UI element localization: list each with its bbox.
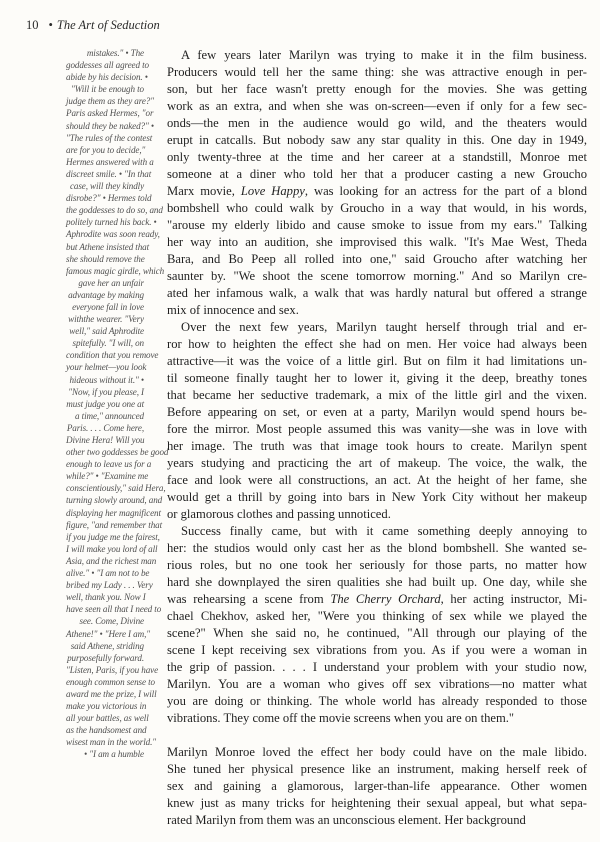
body-paragraph (167, 523, 587, 727)
body-paragraph (167, 47, 587, 319)
body-line: years studying and practicing the art of makeup. The voice, the walk, the (167, 456, 587, 470)
margin-sidebar-quote (66, 47, 169, 761)
body-line: that became her seductive trademark, a mix of the little girl and the vixen. (167, 388, 587, 402)
sidebar-line: are for you to decide," (66, 144, 146, 155)
sidebar-line: advantage by making (68, 289, 144, 300)
sidebar-line: award me the prize, I will (66, 688, 157, 699)
sidebar-line: goddesses all agreed to (66, 60, 149, 71)
sidebar-line: well," said Aphrodite (69, 326, 144, 337)
body-line: scene I kept receiving sex vibrations from you. As if you were a woman in (167, 643, 587, 657)
sidebar-line: your helmet—you look (66, 362, 147, 373)
sidebar-line: must judge you one at (66, 398, 144, 409)
work-title: The Cherry Orchard (330, 592, 441, 606)
body-line: vibrations. They come off the movie screens when you are on them." (167, 711, 515, 725)
sidebar-line: Hermes answered with a (66, 156, 154, 167)
body-paragraph (167, 744, 587, 829)
sidebar-line: • "I am a humble (84, 749, 144, 760)
header-separator: • (48, 18, 53, 32)
sidebar-line: the goddesses to do so, and (66, 205, 163, 216)
sidebar-line: condition that you remove (66, 350, 159, 361)
body-line: rated Marilyn from them was an unconscious element. Her background (167, 813, 526, 827)
sidebar-line: politely turned his back. • (66, 217, 157, 228)
paragraph-spacer (167, 727, 587, 744)
sidebar-line: Athene!" • "Here I am," (66, 628, 150, 639)
page-number: 10 (26, 18, 39, 32)
work-title: Love Happy (240, 184, 305, 198)
sidebar-line: wisest man in the world." (66, 737, 156, 748)
sidebar-line: while?" • "Examine me (66, 471, 149, 482)
main-text-column (167, 47, 587, 829)
body-line: Over the next few years, Marilyn taught herself through trial and er- (181, 320, 587, 334)
body-line: son, but her face wasn't pretty enough for the movies. She was getting (167, 82, 587, 96)
sidebar-line: said Athene, striding (70, 640, 144, 651)
body-line: scene?" When she said no, he continued, "All through our playing of the (167, 626, 587, 640)
sidebar-line: should they be naked?" • (66, 120, 154, 131)
body-line: A few years later Marilyn was trying to make it in the film business. (181, 48, 587, 62)
sidebar-line: purposefully forward. (67, 652, 144, 663)
body-line: chael Chekhov, asked her, "Were you thinking of sex while we played the (167, 609, 587, 623)
body-line: saunter by. "We shoot the scene tomorrow morning." And so Marilyn cre- (167, 269, 587, 283)
sidebar-line: "The rules of the contest (66, 132, 153, 143)
sidebar-line: everyone fall in love (72, 301, 144, 312)
sidebar-line: see. Come, Divine (79, 616, 144, 627)
body-line: the grip of passion. . . . I understand your problem with your studio now, (167, 660, 587, 674)
sidebar-line: all your battles, as well (66, 713, 149, 724)
sidebar-line: "Listen, Paris, if you have (66, 664, 159, 675)
body-line: hard she downplayed the siren qualities she had built up. One day, while she (167, 575, 587, 589)
body-line: knew just as many tricks for heightening their sexual appeal, but what sepa- (167, 796, 587, 810)
sidebar-line: other two goddesses be good (66, 447, 169, 458)
body-line: Bara, and Bo Peep all rolled into one," said Groucho after watching her (167, 252, 587, 266)
sidebar-line: Asia, and the richest man (66, 555, 157, 566)
sidebar-line: if you judge me the fairest, (66, 531, 160, 542)
body-line: her image. The truth was that image took hours to create. Marilyn spent (167, 439, 587, 453)
sidebar-line: Paris asked Hermes, "or (66, 108, 154, 119)
sidebar-line: but Athene insisted that (66, 241, 150, 252)
sidebar-line: turning slowly around, and (66, 495, 163, 506)
body-line: Marx movie, Love Happy, was looking for an actress for the part of a blond (167, 184, 587, 198)
body-line: her: the studios would only cast her as the blond bombshell. She wanted se- (167, 541, 587, 555)
sidebar-line: "Will it be enough to (71, 84, 144, 95)
body-line: someone at a diner who told her that a producer casting a new Groucho (167, 167, 587, 181)
body-line: "arouse my elderly libido and cause smoke to issue from my ears." Talking (167, 218, 587, 232)
body-line: ror how to heighten the effect she had on men. Her voice had always been (167, 337, 587, 351)
sidebar-line: displaying her magnificent (66, 507, 161, 518)
sidebar-line: spitefully. "I will, on (72, 338, 144, 349)
body-line: work as an extra, and when she was on-screen—even if only for a few sec- (167, 99, 587, 113)
sidebar-line: figure, "and remember that (66, 519, 163, 530)
body-line: you are doing or thinking. The whole world has already responded to those (167, 694, 587, 708)
sidebar-line: "Now, if you please, I (68, 386, 144, 397)
sidebar-line: disrobe?" • Hermes told (66, 193, 152, 204)
sidebar-line: famous magic girdle, which (66, 265, 165, 276)
body-line: onds—the men in the audience would go wild, and the theaters would (167, 116, 587, 130)
sidebar-line: abide by his decision. • (66, 72, 148, 83)
body-line: face and look were all constructions, an act. At the height of her fame, she (167, 473, 587, 487)
body-line: was rehearsing a scene from The Cherry Orchard, her acting instructor, Mi- (167, 592, 587, 606)
body-line: She tuned her physical presence like an instrument, making herself reek of (167, 762, 587, 776)
sidebar-line: a time," announced (75, 410, 144, 421)
body-line: bombshell who could walk by Groucho in a way that would, in his words, (167, 201, 587, 215)
body-line: her way into an audition, she improvised this walk. "It's Mae West, Theda (167, 235, 587, 249)
body-line: Marilyn. You are a woman who gives off sex vibrations—no matter what (167, 677, 587, 691)
body-line: only twenty-three at the time and her career at a standstill, Monroe met (167, 150, 587, 164)
sidebar-line: Paris. . . . Come here, (66, 422, 144, 433)
sidebar-line: enough to leave us for a (66, 459, 152, 470)
sidebar-line: conscientiously," said Hera, (66, 483, 166, 494)
running-head (26, 18, 160, 33)
body-line: rious roles, but no one took her seriously for those parts, no matter how (167, 558, 587, 572)
sidebar-line: mistakes." • The (86, 48, 144, 58)
sidebar-line: withthe wearer. "Very (68, 314, 144, 325)
body-line: Success finally came, but with it came something deeply annoying to (181, 524, 587, 538)
sidebar-line: bribed my Lady . . . Very (66, 580, 153, 591)
sidebar-line: as the handsomest and (66, 725, 147, 736)
body-line: til someone finally taught her to lower it, giving it the deep, breathy tones (167, 371, 587, 385)
body-line: would get a thrill by going into bars in New York City without her makeup (167, 490, 587, 504)
sidebar-line: well, thank you. Now I (66, 592, 146, 603)
sidebar-line: Divine Hera! Will you (66, 435, 145, 445)
sidebar-line: hideous without it." • (69, 374, 144, 385)
sidebar-line: have seen all that I need to (66, 604, 162, 615)
body-line: fore the mirror. Most people assumed this was vanity—she was in love with (167, 422, 587, 436)
sidebar-line: gave her an unfair (78, 277, 144, 288)
book-title: The Art of Seduction (56, 18, 160, 32)
body-line: Before appearing on set, or even at a party, Marilyn would spend hours be- (167, 405, 587, 419)
body-line: Marilyn Monroe loved the effect her body could have on the male libido. (167, 745, 587, 759)
sidebar-line: I will make you lord of all (66, 543, 158, 554)
body-paragraph (167, 319, 587, 523)
sidebar-line: alive." • "I am not to be (66, 568, 150, 579)
sidebar-line: make you victorious in (66, 701, 147, 712)
sidebar-line: judge them as they are?" (66, 96, 154, 107)
sidebar-line: she should remove the (66, 253, 145, 264)
sidebar-line: case, will they kindly (69, 181, 144, 192)
body-line: mix of innocence and sex. (167, 303, 299, 317)
body-line: Producers would tell her the same thing: she was attractive enough in per- (167, 65, 587, 79)
body-line: erupt in catcalls. But nobody saw any star quality in this. One day in 1949, (167, 133, 587, 147)
body-line: ated her infamous walk, a walk that was hardly natural but offered a strange (167, 286, 587, 300)
body-line: or glamorous clothes and passing unnoticed. (167, 507, 391, 521)
body-line: attractive—it was the voice of a little girl. But on film it had limitations un- (167, 354, 587, 368)
sidebar-line: enough common sense to (66, 676, 155, 687)
sidebar-line: Aphrodite was soon ready, (66, 229, 160, 240)
sidebar-line: discreet smile. • "In that (66, 168, 152, 179)
body-line: sex and gaining a glamorous, larger-than-life appearance. Other women (167, 779, 587, 793)
